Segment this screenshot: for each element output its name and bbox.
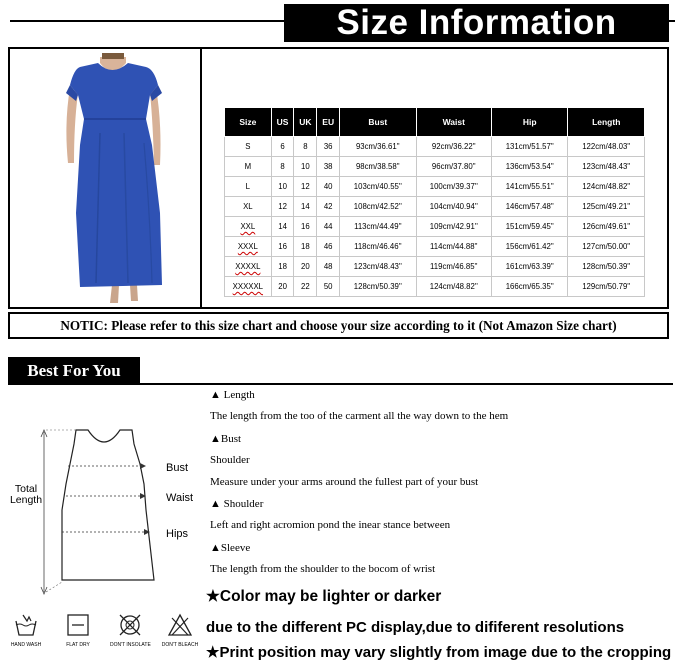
cell-size: XL bbox=[225, 197, 272, 217]
cell-eu: 48 bbox=[317, 257, 340, 277]
cell-us: 20 bbox=[271, 277, 294, 297]
col-header-size: Size bbox=[225, 108, 272, 137]
cell-waist: 114cm/44.88'' bbox=[416, 237, 491, 257]
cell-eu: 36 bbox=[317, 137, 340, 157]
bust-label: Bust bbox=[166, 462, 189, 474]
cell-uk: 20 bbox=[294, 257, 317, 277]
cell-eu: 40 bbox=[317, 177, 340, 197]
bust-text: Measure under your arms around the fullest part of your bust bbox=[210, 476, 479, 488]
cell-size: S bbox=[225, 137, 272, 157]
cell-waist: 92cm/36.22'' bbox=[416, 137, 491, 157]
col-header-hip: Hip bbox=[492, 108, 568, 137]
page-title: Size Information bbox=[284, 4, 669, 42]
cell-uk: 10 bbox=[294, 157, 317, 177]
hand-wash-care bbox=[6, 612, 46, 648]
cell-bust: 93cm/36.61'' bbox=[340, 137, 416, 157]
table-row bbox=[225, 257, 645, 277]
cell-size: XXL bbox=[225, 217, 272, 237]
cell-bust: 108cm/42.52'' bbox=[340, 197, 416, 217]
cell-us: 12 bbox=[271, 197, 294, 217]
measurement-diagram bbox=[4, 420, 204, 600]
table-row bbox=[225, 177, 645, 197]
cell-hip: 141cm/55.51'' bbox=[492, 177, 568, 197]
size-table-header-row bbox=[225, 108, 645, 137]
table-row bbox=[225, 157, 645, 177]
best-for-you-title: Best For You bbox=[8, 357, 140, 384]
cell-size: L bbox=[225, 177, 272, 197]
flat-dry-care bbox=[58, 612, 98, 648]
cell-eu: 46 bbox=[317, 237, 340, 257]
col-header-us: US bbox=[271, 108, 294, 137]
no-insolate-icon bbox=[117, 612, 143, 638]
cell-waist: 119cm/46.85'' bbox=[416, 257, 491, 277]
cell-bust: 123cm/48.43'' bbox=[340, 257, 416, 277]
cell-hip: 136cm/53.54'' bbox=[492, 157, 568, 177]
cell-uk: 8 bbox=[294, 137, 317, 157]
frame-divider bbox=[200, 47, 202, 309]
sleeve-text: The length from the shoulder to the bocom of wrist bbox=[210, 563, 436, 575]
cell-length: 128cm/50.39'' bbox=[568, 257, 645, 277]
cell-length: 124cm/48.82'' bbox=[568, 177, 645, 197]
shoulder-word: Shoulder bbox=[210, 454, 250, 466]
cell-eu: 42 bbox=[317, 197, 340, 217]
cell-length: 126cm/49.61'' bbox=[568, 217, 645, 237]
sleeve-heading: ▲Sleeve bbox=[210, 542, 251, 554]
cell-length: 129cm/50.79'' bbox=[568, 277, 645, 297]
flat-dry-label: FLAT DRY bbox=[66, 642, 90, 648]
cell-us: 6 bbox=[271, 137, 294, 157]
no-insolate-label: DON'T INSOLATE bbox=[110, 642, 151, 648]
col-header-waist: Waist bbox=[416, 108, 491, 137]
cell-length: 127cm/50.00'' bbox=[568, 237, 645, 257]
length-text: The length from the too of the carment all the way down to the hem bbox=[210, 410, 509, 422]
no-insolate-care bbox=[110, 612, 150, 648]
size-notice: NOTIC: Please refer to this size chart and choose your size according to it (Not Amazon Size chart) bbox=[8, 312, 669, 339]
cell-eu: 38 bbox=[317, 157, 340, 177]
cell-uk: 14 bbox=[294, 197, 317, 217]
table-row bbox=[225, 137, 645, 157]
cell-waist: 104cm/40.94'' bbox=[416, 197, 491, 217]
col-header-uk: UK bbox=[294, 108, 317, 137]
shoulder-heading: ▲ Shoulder bbox=[210, 498, 264, 510]
cell-bust: 103cm/40.55'' bbox=[340, 177, 416, 197]
dress-photo bbox=[40, 53, 190, 305]
shoulder-text: Left and right acromion pond the inear stance between bbox=[210, 519, 451, 531]
dress-outline bbox=[62, 430, 154, 580]
table-row bbox=[225, 237, 645, 257]
cell-bust: 118cm/46.46'' bbox=[340, 237, 416, 257]
size-table bbox=[224, 107, 645, 297]
cell-length: 123cm/48.43'' bbox=[568, 157, 645, 177]
color-note: ★Color may be lighter or darker bbox=[206, 588, 442, 605]
cell-size: XXXXL bbox=[225, 257, 272, 277]
cell-size: M bbox=[225, 157, 272, 177]
cell-eu: 44 bbox=[317, 217, 340, 237]
cell-us: 10 bbox=[271, 177, 294, 197]
table-row bbox=[225, 217, 645, 237]
cell-length: 122cm/48.03'' bbox=[568, 137, 645, 157]
cell-size: XXXL bbox=[225, 237, 272, 257]
pc-note: due to the different PC display,due to dififerent resolutions bbox=[206, 619, 625, 636]
cell-size: XXXXXL bbox=[225, 277, 272, 297]
hand-wash-label: HAND WASH bbox=[10, 642, 42, 648]
no-bleach-care bbox=[160, 612, 200, 648]
cell-us: 18 bbox=[271, 257, 294, 277]
hips-label: Hips bbox=[166, 528, 189, 540]
cell-bust: 128cm/50.39'' bbox=[340, 277, 416, 297]
cell-bust: 98cm/38.58'' bbox=[340, 157, 416, 177]
cell-hip: 166cm/65.35'' bbox=[492, 277, 568, 297]
cell-hip: 151cm/59.45'' bbox=[492, 217, 568, 237]
cell-us: 8 bbox=[271, 157, 294, 177]
table-row bbox=[225, 197, 645, 217]
cell-hip: 156cm/61.42'' bbox=[492, 237, 568, 257]
cell-waist: 100cm/39.37'' bbox=[416, 177, 491, 197]
cell-waist: 96cm/37.80'' bbox=[416, 157, 491, 177]
length-heading: ▲ Length bbox=[210, 389, 255, 401]
cell-us: 16 bbox=[271, 237, 294, 257]
hand-wash-icon bbox=[13, 612, 39, 638]
cell-waist: 109cm/42.91'' bbox=[416, 217, 491, 237]
cell-waist: 124cm/48.82'' bbox=[416, 277, 491, 297]
print-note: ★Print position may vary slightly from image due to the cropping bbox=[206, 644, 672, 661]
waist-label: Waist bbox=[166, 492, 194, 504]
col-header-bust: Bust bbox=[340, 108, 416, 137]
no-bleach-label: DON'T BLEACH bbox=[161, 642, 199, 648]
bust-heading: ▲Bust bbox=[210, 433, 242, 445]
cell-uk: 22 bbox=[294, 277, 317, 297]
col-header-length: Length bbox=[568, 108, 645, 137]
cell-uk: 18 bbox=[294, 237, 317, 257]
cell-uk: 12 bbox=[294, 177, 317, 197]
cell-length: 125cm/49.21'' bbox=[568, 197, 645, 217]
no-bleach-icon bbox=[167, 612, 193, 638]
cell-hip: 131cm/51.57'' bbox=[492, 137, 568, 157]
flat-dry-icon bbox=[65, 612, 91, 638]
col-header-eu: EU bbox=[317, 108, 340, 137]
cell-uk: 16 bbox=[294, 217, 317, 237]
cell-hip: 146cm/57.48'' bbox=[492, 197, 568, 217]
cell-eu: 50 bbox=[317, 277, 340, 297]
cell-hip: 161cm/63.39'' bbox=[492, 257, 568, 277]
cell-us: 14 bbox=[271, 217, 294, 237]
total-length-label-1: Total bbox=[14, 483, 38, 495]
cell-bust: 113cm/44.49'' bbox=[340, 217, 416, 237]
total-length-label-2: Length bbox=[9, 494, 43, 506]
table-row bbox=[225, 277, 645, 297]
